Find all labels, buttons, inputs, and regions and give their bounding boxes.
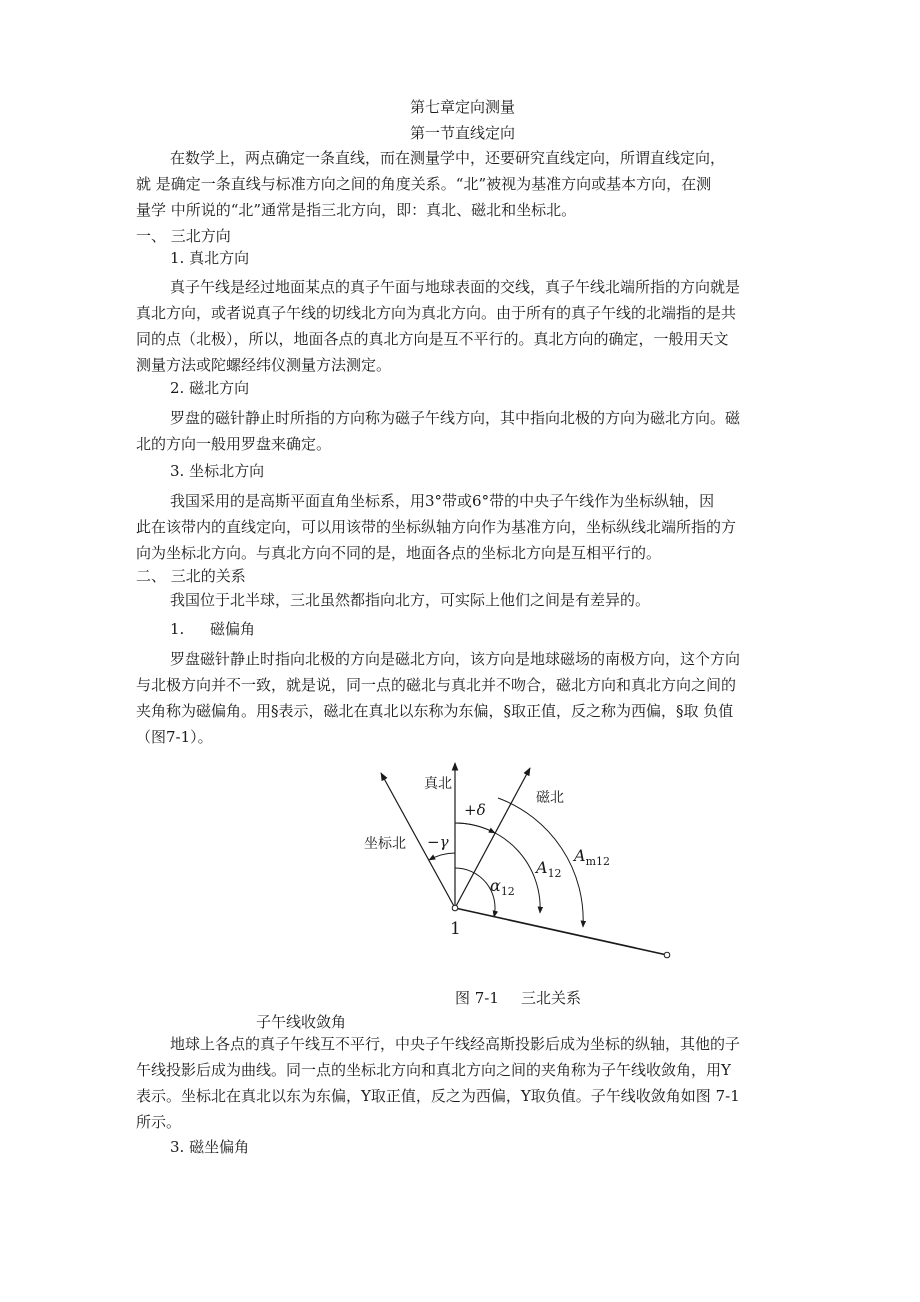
declination-line: 与北极方向并不一致，就是说，同一点的磁北与真北并不吻合，磁北方向和真北方向之间的 <box>136 676 737 694</box>
grid-north-line: 我国采用的是高斯平面直角坐标系，用3°带或6°带的中央子午线作为坐标纵轴，因 <box>170 492 715 510</box>
grid-north-line: 此在该带内的直线定向，可以用该带的坐标纵轴方向作为基准方向，坐标纵线北端所指的方 <box>136 518 737 536</box>
point-1 <box>452 905 458 911</box>
label-magnetic-north: 磁北 <box>536 790 564 806</box>
heading-true-north: 1. 真北方向 <box>170 249 250 267</box>
declination-line: 罗盘磁针静止时指向北极的方向是磁北方向，该方向是地球磁场的南极方向，这个方向 <box>170 650 741 668</box>
figure-caption-number: 图 7-1 <box>455 989 499 1007</box>
heading-sanbei-direction: 一、 三北方向 <box>136 227 231 245</box>
convergence-line: 所示。 <box>136 1113 182 1131</box>
convergence-line: 表示。坐标北在真北以东为东偏，Y取正值，反之为西偏，Y取负值。子午线收敛角如图 7-1 <box>136 1087 740 1105</box>
true-north-line: 真北方向，或者说真子午线的切线北方向为真北方向。由于所有的真子午线的北端指的是共 <box>136 304 737 322</box>
true-north-line: 测量方法或陀螺经纬仪测量方法测定。 <box>136 356 392 374</box>
line-1-2 <box>455 908 667 955</box>
true-north-line: 真子午线是经过地面某点的真子午面与地球表面的交线，真子午线北端所指的方向就是 <box>170 278 741 296</box>
heading-declination-num: 1. <box>170 620 185 638</box>
heading-magnetic-grid: 3. 磁坐偏角 <box>170 1138 250 1156</box>
arc-A-12 <box>455 823 540 913</box>
relation-intro: 我国位于北半球，三北虽然都指向北方，可实际上他们之间是有差异的。 <box>170 591 651 609</box>
convergence-line: 地球上各点的真子午线互不平行，中央子午线经高斯投影后成为坐标的纵轴，其他的子 <box>170 1035 741 1053</box>
label-plus-delta: +δ <box>464 801 486 819</box>
intro-line: 量学 中所说的“北”通常是指三北方向，即：真北、磁北和坐标北。 <box>136 201 577 219</box>
true-north-line: 同的点（北极），所以，地面各点的真北方向是互不平行的。真北方向的确定，一般用天文 <box>136 330 729 348</box>
declination-line: （图7-1）。 <box>136 728 213 746</box>
heading-magnetic-north: 2. 磁北方向 <box>170 379 250 397</box>
heading-sanbei-relation: 二、 三北的关系 <box>136 567 246 585</box>
intro-line: 就 是确定一条直线与标准方向之间的角度关系。“北”被视为基准方向或基本方向，在测 <box>136 175 712 193</box>
label-minus-gamma: −γ <box>427 833 449 851</box>
heading-grid-north: 3. 坐标北方向 <box>170 462 265 480</box>
grid-north-line: 向为坐标北方向。与真北方向不同的是，地面各点的坐标北方向是互相平行的。 <box>136 544 662 562</box>
chapter-title: 第七章定向测量 <box>410 98 516 116</box>
convergence-line: 午线投影后成为曲线。同一点的坐标北方向和真北方向之间的夹角称为子午线收敛角，用Y <box>136 1061 731 1079</box>
magnetic-north-line: 北的方向一般用罗盘来确定。 <box>136 435 332 453</box>
arc-minus-gamma <box>429 853 455 860</box>
label-A-12: $A_{12}$ <box>536 858 562 880</box>
label-A-m12: $A_{m12}$ <box>574 846 610 868</box>
label-alpha-12: $\alpha_{12}$ <box>490 876 515 898</box>
label-grid-north: 坐标北 <box>364 836 406 852</box>
figure-three-norths <box>340 755 700 985</box>
figure-caption-text: 三北关系 <box>521 989 582 1007</box>
label-true-north: 真北 <box>424 776 452 792</box>
declination-line: 夹角称为磁偏角。用§表示，磁北在真北以东称为东偏，§取正值，反之称为西偏，§取 负值 <box>136 702 734 720</box>
heading-declination: 磁偏角 <box>210 620 256 638</box>
section-title: 第一节直线定向 <box>410 124 516 142</box>
intro-line: 在数学上，两点确定一条直线，而在测量学中，还要研究直线定向，所谓直线定向， <box>170 149 726 167</box>
arc-plus-delta <box>455 823 495 833</box>
point-2 <box>664 952 670 958</box>
magnetic-north-line: 罗盘的磁针静止时所指的方向称为磁子午线方向，其中指向北极的方向为磁北方向。磁 <box>170 409 741 427</box>
label-point-1: 1 <box>450 919 461 939</box>
heading-convergence: 子午线收敛角 <box>256 1013 347 1031</box>
